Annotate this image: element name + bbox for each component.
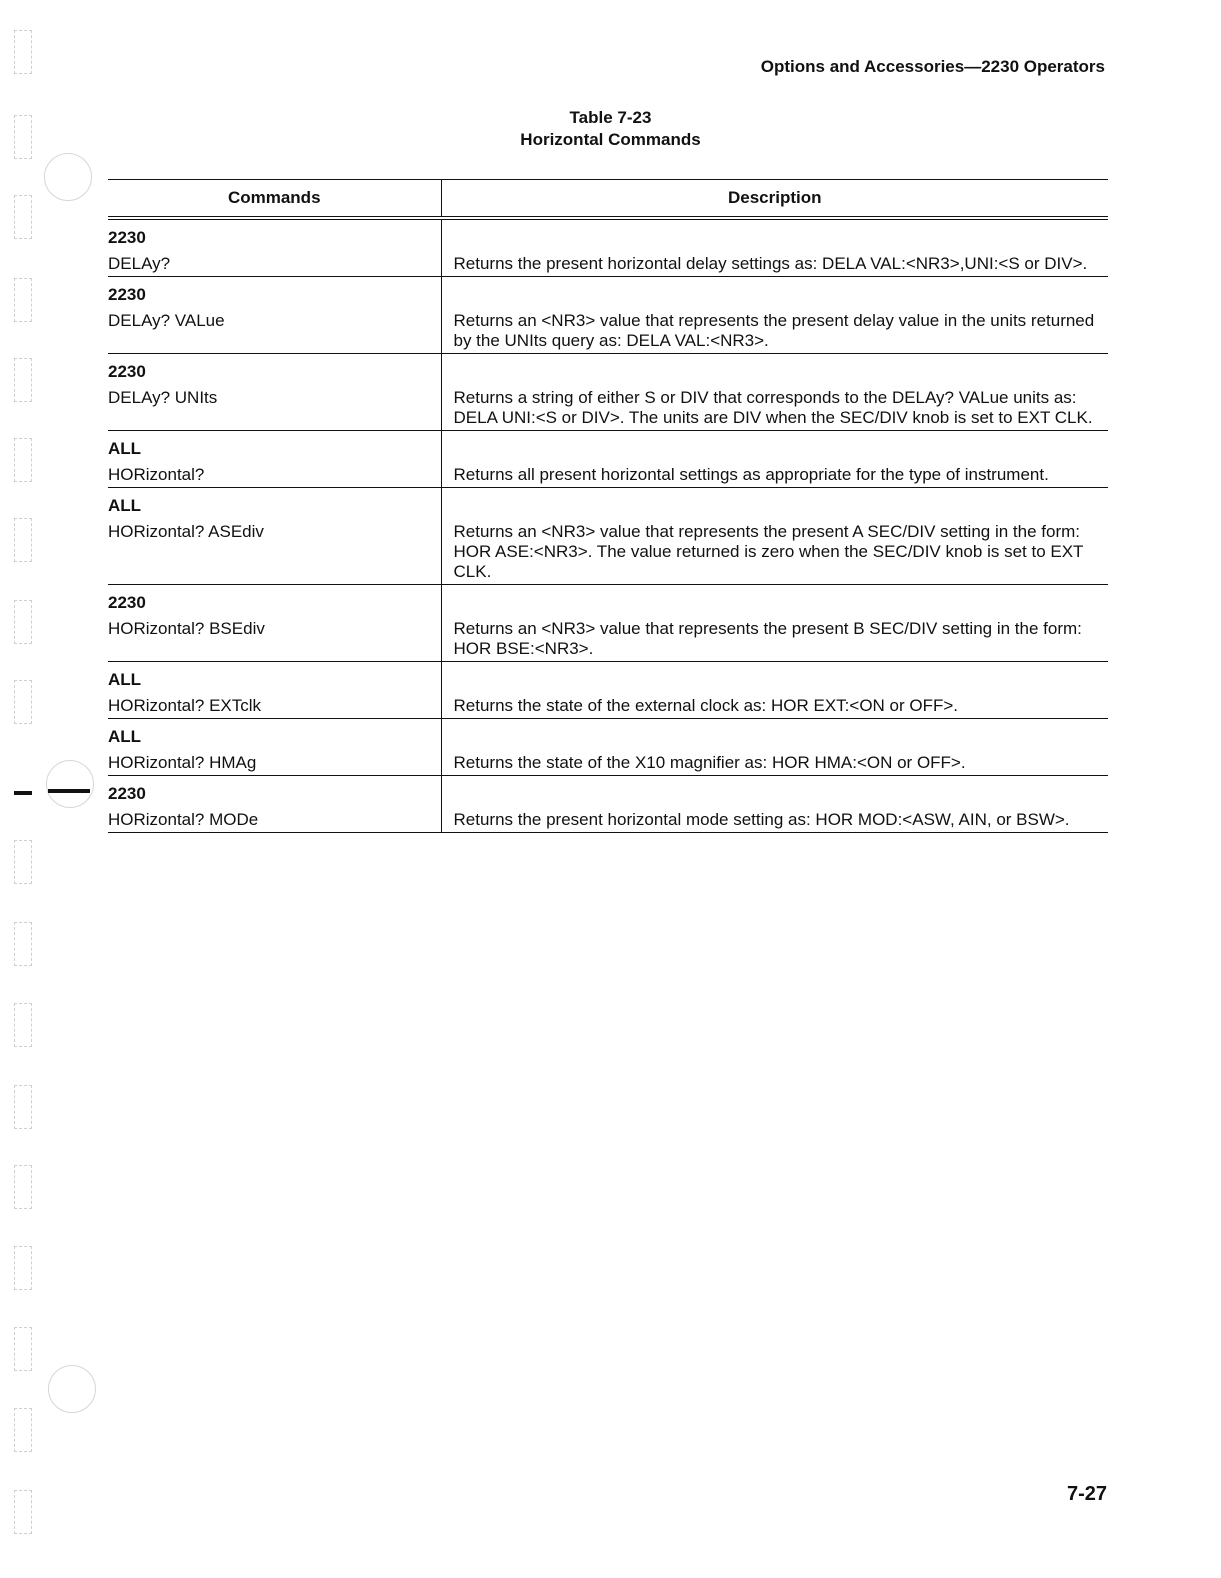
model-label: 2230 [108,362,146,381]
command-cell [108,354,441,431]
binder-slot [14,358,32,402]
binder-slot [14,518,32,562]
description-cell: Returns the state of the external clock as: HOR EXT:<ON or OFF>. [441,662,1108,719]
description-cell: Returns an <NR3> value that represents the present B SEC/DIV setting in the form: HOR BSE:<NR3>. [441,585,1108,662]
command-cell [108,776,441,833]
table-row [108,719,1108,776]
command-text: DELAy? VALue [108,311,225,330]
table-number: Table 7-23 [569,108,652,127]
model-label: ALL [108,670,142,689]
binder-hole [44,153,92,201]
description-cell: Returns a string of either S or DIV that corresponds to the DELAy? VALue units as: DELA UNI:<S or DIV>. The units are DIV when the SEC/DIV knob is set to EXT CLK. [441,354,1108,431]
binder-slot [14,600,32,644]
binder-slot [14,1085,32,1129]
model-label: 2230 [108,784,146,803]
command-text: HORizontal? BSEdiv [108,619,265,638]
binder-hole [46,760,94,808]
description-cell: Returns an <NR3> value that represents the present delay value in the units returned by the UNIts query as: DELA VAL:<NR3>. [441,277,1108,354]
binder-slot [14,680,32,724]
binder-slot [14,1490,32,1534]
model-label: 2230 [108,285,146,304]
table-caption [0,107,1221,151]
command-text: HORizontal? HMAg [108,753,257,772]
model-label: 2230 [108,593,146,612]
binder-slot [14,438,32,482]
model-label: 2230 [108,228,146,247]
binder-slot [14,1003,32,1047]
page-number: 7-27 [1066,1483,1107,1505]
table-title: Horizontal Commands [520,130,701,149]
command-cell [108,719,441,776]
description-cell: Returns all present horizontal settings as appropriate for the type of instrument. [441,431,1108,488]
table-row [108,488,1108,585]
horizontal-commands-table [108,179,1108,833]
binder-slot [14,1408,32,1452]
binder-slot [14,30,32,74]
command-text: DELAy? UNIts [108,388,218,407]
model-label: ALL [108,439,142,458]
table-row [108,218,1108,277]
binder-slot [14,195,32,239]
command-cell [108,431,441,488]
binder-slot [14,1165,32,1209]
command-cell [108,585,441,662]
model-label: ALL [108,727,142,746]
table-row [108,585,1108,662]
command-text: HORizontal? MODe [108,810,259,829]
command-cell [108,488,441,585]
command-cell [108,218,441,277]
binder-hole [48,1365,96,1413]
binder-edge [0,0,40,1578]
binder-slot [14,1327,32,1371]
section-tab-mark [14,791,32,795]
column-header-description: Description [441,180,1108,219]
description-cell: Returns an <NR3> value that represents the present A SEC/DIV setting in the form: HOR ASE:<NR3>. The value returned is zero when the SEC/DIV knob is set to EXT CLK. [441,488,1108,585]
command-text: HORizontal? ASEdiv [108,522,264,541]
table-row [108,776,1108,833]
table-row [108,431,1108,488]
binder-slot [14,278,32,322]
command-text: HORizontal? EXTclk [108,696,262,715]
section-tab-mark [48,789,90,793]
binder-slot [14,922,32,966]
table-row [108,662,1108,719]
model-label: ALL [108,496,142,515]
binder-slot [14,1246,32,1290]
table-header-row [108,180,1108,219]
column-header-commands: Commands [108,180,441,219]
description-cell: Returns the state of the X10 magnifier as: HOR HMA:<ON or OFF>. [441,719,1108,776]
command-text: DELAy? [108,254,171,273]
table-row [108,354,1108,431]
command-cell [108,277,441,354]
table-row [108,277,1108,354]
description-cell: Returns the present horizontal delay settings as: DELA VAL:<NR3>,UNI:<S or DIV>. [441,218,1108,277]
command-cell [108,662,441,719]
running-header: Options and Accessories—2230 Operators [760,57,1105,76]
command-text: HORizontal? [108,465,205,484]
binder-slot [14,840,32,884]
description-cell: Returns the present horizontal mode setting as: HOR MOD:<ASW, AIN, or BSW>. [441,776,1108,833]
